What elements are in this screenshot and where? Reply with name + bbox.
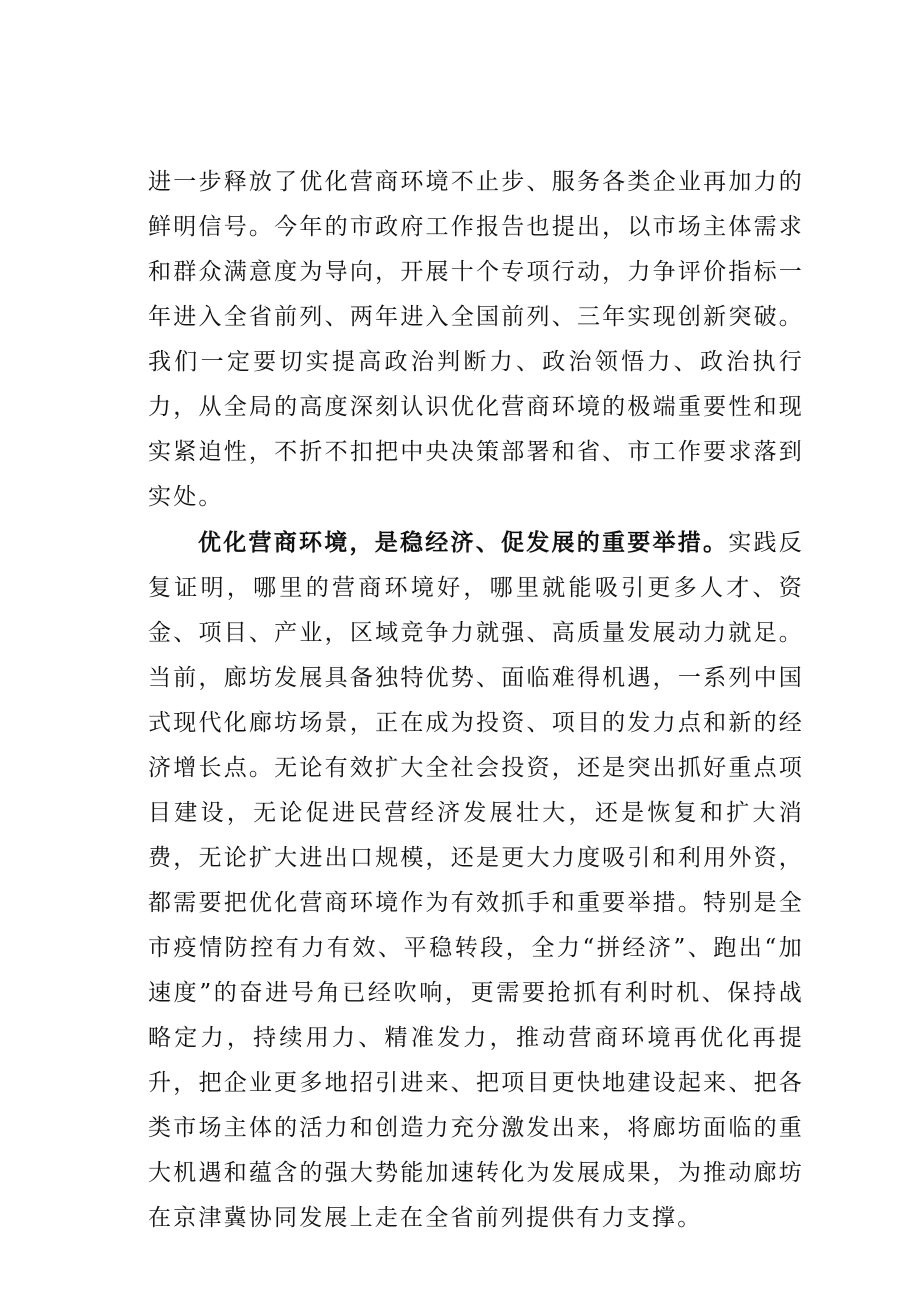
paragraph-lead-sentence: 优化营商环境，是稳经济、促发展的重要举措。 — [198, 529, 729, 556]
document-body — [148, 160, 804, 1241]
paragraph-continued: 进一步释放了优化营商环境不止步、服务各类企业再加力的鲜明信号。今年的市政府工作报告也提出，以市场主体需求和群众满意度为导向，开展十个专项行动，力争评价指标一年进入全省前列、两年进入全国前列、三年实现创新突破。我们一定要切实提高政治判断力、政治领悟力、政治执行力，从全局的高度深刻认识优化营商环境的极端重要性和现实紧迫性，不折不扣把中央决策部署和省、市工作要求落到实处。 — [148, 169, 804, 510]
paragraph-business-environment — [148, 520, 804, 1241]
paragraph-body-text: 实践反复证明，哪里的营商环境好，哪里就能吸引更多人才、资金、项目、产业，区域竞争力就强、高质量发展动力就足。当前，廊坊发展具备独特优势、面临难得机遇，一系列中国式现代化廊坊场景，正在成为投资、项目的发力点和新的经济增长点。无论有效扩大全社会投资，还是突出抓好重点项目建设，无论促进民营经济发展壮大，还是恢复和扩大消费，无论扩大进出口规模，还是更大力度吸引和利用外资，都需要把优化营商环境作为有效抓手和重要举措。特别是全市疫情防控有力有效、平稳转段，全力“拼经济”、跑出“加速度”的奋进号角已经吹响，更需要抢抓有利时机、保持战略定力，持续用力、精准发力，推动营商环境再优化再提升，把企业更多地招引进来、把项目更快地建设起来、把各类市场主体的活力和创造力充分激发出来，将廊坊面临的重大机遇和蕴含的强大势能加速转化为发展成果，为推动廊坊在京津冀协同发展上走在全省前列提供有力支撑。 — [148, 530, 805, 1231]
